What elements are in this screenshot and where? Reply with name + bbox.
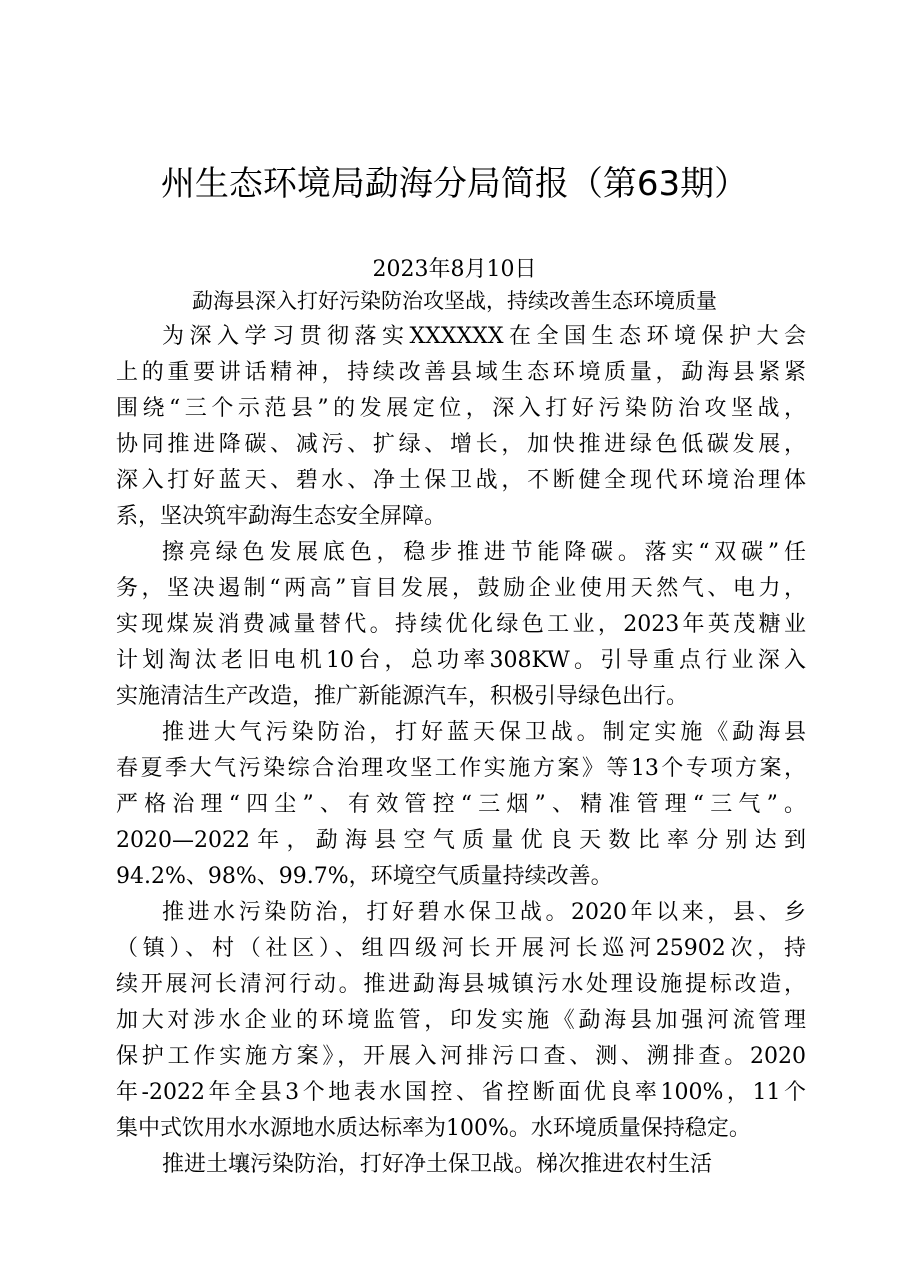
body-line: 为深入学习贯彻落实XXXXXX在全国生态环境保护大会 — [162, 324, 806, 349]
document-title: 州生态环境局勐海分局简报（第63期） — [160, 164, 749, 204]
body-line: 围绕“三个示范县”的发展定位，深入打好污染防治攻坚战， — [116, 396, 806, 421]
body-line: 严格治理“四尘”、有效管控“三烟”、精准管理“三气”。 — [116, 792, 806, 817]
body-line: 保护工作实施方案》，开展入河排污口查、测、溯排查。2020 — [116, 1044, 806, 1069]
body-line: 擦亮绿色发展底色，稳步推进节能降碳。落实“双碳”任 — [162, 540, 806, 565]
body-line: 系，坚决筑牢勐海生态安全屏障。 — [116, 504, 447, 529]
body-line: 实现煤炭消费减量替代。持续优化绿色工业，2023年英茂糖业 — [116, 612, 806, 637]
body-line: 推进水污染防治，打好碧水保卫战。2020年以来，县、乡 — [162, 900, 806, 925]
body-line: 春夏季大气污染综合治理攻坚工作实施方案》等13个专项方案， — [116, 756, 806, 781]
body-line: 协同推进降碳、减污、扩绿、增长，加快推进绿色低碳发展， — [116, 432, 806, 457]
body-line: 推进土壤污染防治，打好净土保卫战。梯次推进农村生活 — [162, 1152, 713, 1177]
body-line: 务，坚决遏制“两高”盲目发展，鼓励企业使用天然气、电力， — [116, 576, 806, 601]
body-line: 集中式饮用水水源地水质达标率为100%。水环境质量保持稳定。 — [116, 1116, 751, 1141]
body-line: 2020—2022年，勐海县空气质量优良天数比率分别达到 — [116, 828, 806, 853]
body-line: 加大对涉水企业的环境监管，印发实施《勐海县加强河流管理 — [116, 1008, 806, 1033]
article-heading: 勐海县深入打好污染防治攻坚战，持续改善生态环境质量 — [192, 289, 717, 313]
body-line: 94.2%、98%、99.7%，环境空气质量持续改善。 — [116, 864, 613, 889]
body-line: （镇）、村（社区）、组四级河长开展河长巡河25902次，持 — [116, 936, 806, 961]
body-line: 计划淘汰老旧电机10台，总功率308KW。引导重点行业深入 — [116, 648, 806, 673]
body-line: 深入打好蓝天、碧水、净土保卫战，不断健全现代环境治理体 — [116, 468, 806, 493]
body-line: 推进大气污染防治，打好蓝天保卫战。制定实施《勐海县 — [162, 720, 806, 745]
body-line: 上的重要讲话精神，持续改善县域生态环境质量，勐海县紧紧 — [116, 360, 806, 385]
document-date: 2023年8月10日 — [372, 257, 537, 282]
body-line: 实施清洁生产改造，推广新能源汽车，积极引导绿色出行。 — [116, 684, 689, 709]
body-line: 续开展河长清河行动。推进勐海县城镇污水处理设施提标改造， — [116, 972, 806, 997]
body-line: 年-2022年全县3个地表水国控、省控断面优良率100%，11个 — [116, 1080, 806, 1105]
article-body — [116, 319, 806, 1183]
